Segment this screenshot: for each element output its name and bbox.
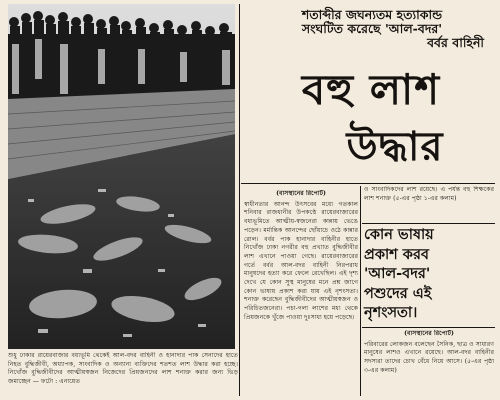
column-rule-vertical xyxy=(239,4,240,396)
main-headline-line-2: উদ্ধার xyxy=(346,124,444,170)
kicker-line-3: বর্বর বাহিনী xyxy=(427,35,484,50)
news-photo xyxy=(8,4,235,349)
photo-caption: শুধু ঢাকার রায়েরবাজার বধ্যভূমি থেকেই আল-বদর বাহিনী ও হানাদার পাক সেনাদের হাতে নিহত বুদ্ধিজীবী, অধ্যাপক, সাংবাদিক ও অন্যান্য ব্যক্তিদের শতশত লাশ উদ্ধার করা হচ্ছে। নিখোঁজ বুদ্ধিজীবীদের আত্মীয়স্বজন নিজেদের প্রিয়জনদের লাশ শনাক্ত করার জন্য ভিড় জমাচ্ছেন — ফটো : এনায়েত xyxy=(8,352,238,385)
side-headline-line-5: নৃশংসতা। xyxy=(364,305,418,321)
side-headline-line-4: পশুদের এই xyxy=(364,285,432,302)
article-body-left: স্বাধীনতার আনন্দ উৎসবের মধ্যে গতকাল শনিবার রাজধানীর উপকণ্ঠে রায়েরবাজারের বধ্যভূমিতে আত্মীয়-স্বজনেরা কান্নায় ভেঙে পড়েন। মর্মান্তিক আনন্দের ছোঁয়াচে ওঠে কান্নার রোল। বর্বর পাক হানাদার বাহিনীর হাতে নিখোঁজ ঢাকা নগরীর বহু প্রখ্যাত বুদ্ধিজীবীর লাশ এখানে পাওয়া গেছে। রায়েরবাজারের গর্তে বর্বর আল-বদর বাহিনী নিরপরাধ মানুষদের হত্যা করে ফেলে রেখেছিল। এই দৃশ্য দেখে যে কোন সুস্থ মানুষের মনে প্রশ্ন জাগে কোন ভাষায় প্রকাশ করা যায় এই নৃশংসতা। শনাক্ত করেছেন বুদ্ধিজীবীদের আত্মীয়স্বজন ও পরিচিতজনেরা। পচা-গলা লাশের মধ্য থেকে প্রিয়জনকে খুঁজে পাওয়া দুঃসাধ্য হয়ে পড়েছে। xyxy=(244,200,358,321)
article-body-right-bottom: পরিবারের লোকজন বলেছেন সৈনিক, ছাত্র ও সাধারণ মানুষের লাশও এখানে রয়েছে। আল-বদর বাহিনীর সদস্যরা তাদের চোখ বেঁধে নিয়ে আসে। (৫-এর পৃষ্ঠা ৩-এর কলাম) xyxy=(364,340,494,374)
column-rule-horizontal xyxy=(241,183,495,184)
right-dateline: (বাসস্থানের রিপোর্ট) xyxy=(404,330,454,337)
column-rule-vertical-right xyxy=(360,186,361,396)
box-rule-top xyxy=(362,223,495,224)
kicker-headline xyxy=(252,8,492,50)
photo-scene xyxy=(8,4,235,349)
article-column-right-bottom xyxy=(364,330,494,396)
kicker-line-2: সংঘটিত করেছে 'আল-বদর' xyxy=(301,21,443,36)
side-headline xyxy=(364,226,494,328)
article-column-right-top: ও সাংবাদিকদের লাশ রয়েছে। এ পর্যন্ত বহু শিক্ষকের লাশ শনাক্ত (৫-এর পৃষ্ঠা ১-এর কলাম) xyxy=(364,186,494,202)
side-headline-line-2: প্রকাশ করব xyxy=(364,246,429,263)
article-column-left xyxy=(244,190,358,396)
side-headline-line-1: কোন ভাষায় xyxy=(364,227,434,243)
kicker-line-1: শতাব্দীর জঘন্যতম হত্যাকান্ড xyxy=(301,7,443,22)
side-headline-line-3: 'আল-বদর' xyxy=(364,266,431,282)
article-dateline: (বাসস্থানের রিপোর্ট) xyxy=(276,190,326,197)
main-headline-line-1: বহু লাশ xyxy=(301,65,441,114)
